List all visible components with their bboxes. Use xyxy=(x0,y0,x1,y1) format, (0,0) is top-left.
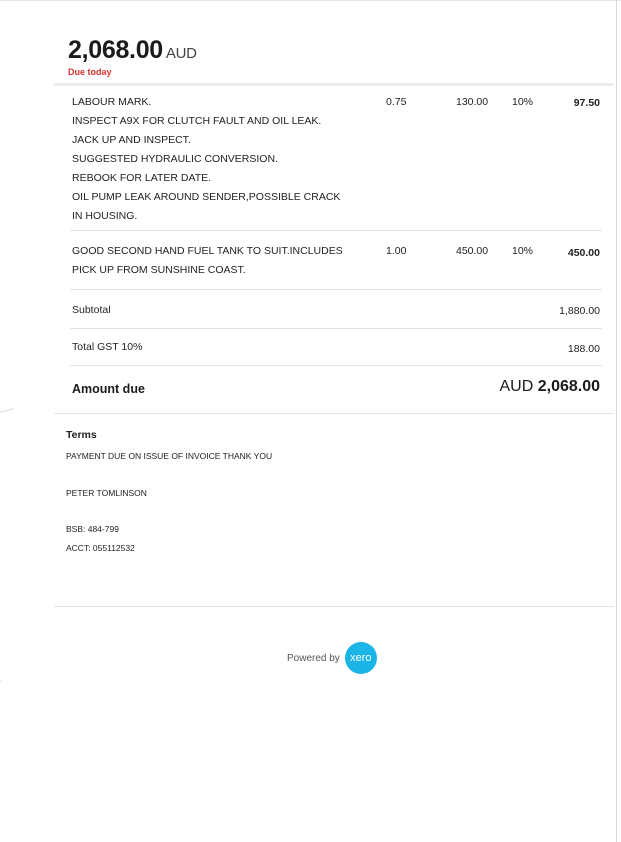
page-top-edge xyxy=(0,0,621,1)
total-amount-value: 2,068.00 xyxy=(68,36,163,64)
terms-line: BSB: 484-799 xyxy=(66,524,119,534)
total-amount xyxy=(68,36,197,65)
line-item-quantity: 0.75 xyxy=(386,96,407,108)
gst-value: 188.00 xyxy=(567,343,600,355)
line-item-description: LABOUR MARK. xyxy=(72,96,152,108)
gst-label: Total GST 10% xyxy=(72,341,143,353)
row-divider xyxy=(70,230,602,231)
line-item-price: 450.00 xyxy=(456,245,489,257)
powered-by-footer xyxy=(287,642,377,674)
line-item-description: GOOD SECOND HAND FUEL TANK TO SUIT.INCLUDES xyxy=(72,245,343,257)
line-item-description: PICK UP FROM SUNSHINE COAST. xyxy=(72,264,246,276)
line-item-description: REBOOK FOR LATER DATE. xyxy=(72,172,212,184)
terms-line: ACCT: 055112532 xyxy=(66,543,135,553)
line-item-description: IN HOUSING. xyxy=(72,210,138,222)
line-item-price: 130.00 xyxy=(456,96,489,108)
row-divider xyxy=(70,365,602,366)
xero-logo[interactable] xyxy=(345,642,377,674)
subtotal-label: Subtotal xyxy=(72,304,111,316)
page-right-edge xyxy=(616,0,617,842)
line-item-description: JACK UP AND INSPECT. xyxy=(72,134,191,146)
total-currency: AUD xyxy=(165,45,197,62)
terms-title: Terms xyxy=(66,429,97,441)
scan-artifact xyxy=(0,680,1,726)
line-item-tax: 10% xyxy=(512,245,534,257)
due-status: Due today xyxy=(68,67,112,77)
header-divider xyxy=(54,83,614,86)
invoice-header xyxy=(68,36,197,77)
terms-line: PAYMENT DUE ON ISSUE OF INVOICE THANK YOU xyxy=(66,451,273,461)
line-item-quantity: 1.00 xyxy=(386,245,407,257)
amount-due-number: 2,068.00 xyxy=(537,378,600,395)
subtotal-value: 1,880.00 xyxy=(559,305,600,317)
amount-due-currency: AUD xyxy=(499,378,534,395)
amount-due-divider xyxy=(54,413,614,414)
line-item-description: SUGGESTED HYDRAULIC CONVERSION. xyxy=(72,153,278,165)
invoice-card xyxy=(54,20,614,607)
amount-due-label: Amount due xyxy=(72,382,145,396)
line-item-amount: 450.00 xyxy=(567,247,600,259)
terms-line: PETER TOMLINSON xyxy=(66,488,147,498)
xero-logo-text: xero xyxy=(350,652,372,664)
powered-by-text: Powered by xyxy=(287,652,340,664)
row-divider xyxy=(70,289,602,290)
amount-due-value xyxy=(499,378,600,396)
line-item-description: INSPECT A9X FOR CLUTCH FAULT AND OIL LEAK. xyxy=(72,115,322,127)
line-item-description: OIL PUMP LEAK AROUND SENDER,POSSIBLE CRACK xyxy=(72,191,341,203)
row-divider xyxy=(70,328,602,329)
line-item-amount: 97.50 xyxy=(573,97,600,109)
scan-artifact xyxy=(0,408,14,413)
line-item-tax: 10% xyxy=(512,96,534,108)
